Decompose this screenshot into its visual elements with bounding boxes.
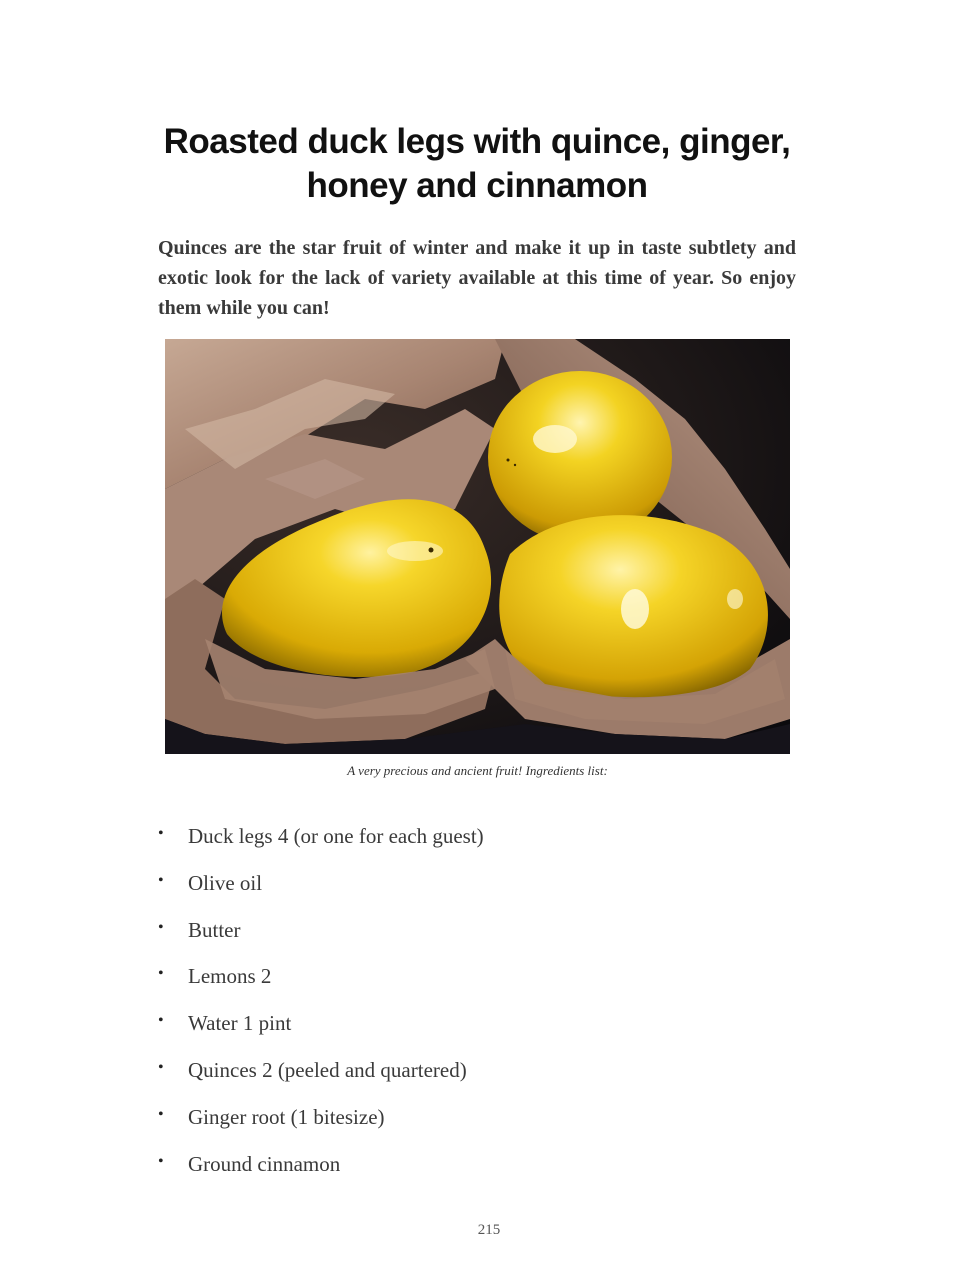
bullet-icon: • bbox=[158, 1012, 164, 1030]
ingredient-text: Butter bbox=[188, 917, 241, 942]
list-item bbox=[158, 914, 758, 961]
bullet-icon: • bbox=[158, 918, 164, 936]
list-item bbox=[158, 1101, 758, 1148]
ingredients-list bbox=[158, 820, 758, 1194]
recipe-title-line-1: Roasted duck legs with quince, ginger, bbox=[163, 122, 791, 161]
recipe-title bbox=[140, 120, 814, 208]
bullet-icon: • bbox=[158, 1105, 164, 1123]
list-item bbox=[158, 1007, 758, 1054]
ingredient-text: Duck legs 4 (or one for each guest) bbox=[188, 824, 484, 848]
list-item bbox=[158, 1148, 758, 1195]
list-item bbox=[158, 1054, 758, 1101]
ingredient-text: Water 1 pint bbox=[188, 1011, 292, 1036]
quince-photo bbox=[165, 339, 790, 754]
recipe-title-line-2: honey and cinnamon bbox=[306, 166, 648, 205]
ingredient-text: Olive oil bbox=[188, 870, 263, 895]
ingredient-text: Lemons 2 bbox=[188, 964, 272, 989]
ingredient-text: Ground cinnamon bbox=[188, 1151, 341, 1176]
page-number: 215 bbox=[477, 1222, 501, 1238]
intro-paragraph: Quinces are the star fruit of winter and make it up in taste subtlety and exotic look for the lack of variety available at this time of year. So enjoy them while you can! bbox=[158, 237, 796, 319]
photo-caption: A very precious and ancient fruit! Ingredients list: bbox=[347, 763, 608, 778]
bullet-icon: • bbox=[158, 965, 164, 983]
bullet-icon: • bbox=[158, 1152, 164, 1170]
list-item bbox=[158, 820, 758, 867]
ingredient-text: Ginger root (1 bitesize) bbox=[188, 1104, 385, 1129]
list-item bbox=[158, 867, 758, 914]
bullet-icon: • bbox=[158, 871, 164, 889]
bullet-icon: • bbox=[158, 1058, 164, 1076]
list-item bbox=[158, 960, 758, 1007]
ingredient-text: Quinces 2 (peeled and quartered) bbox=[188, 1057, 467, 1082]
bullet-icon: • bbox=[158, 825, 164, 842]
